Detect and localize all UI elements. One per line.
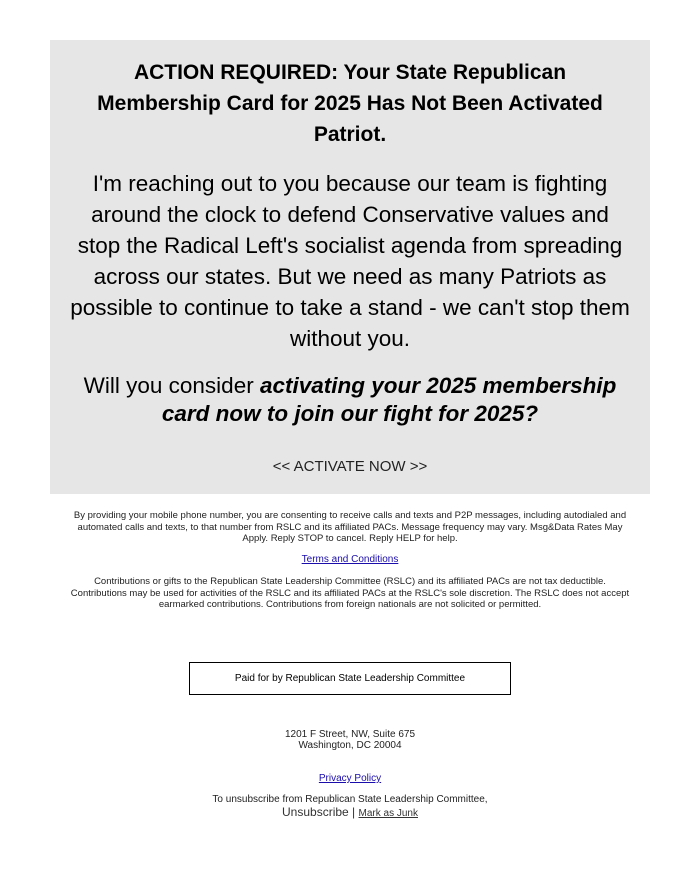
ask-plain: Will you consider bbox=[83, 373, 260, 398]
unsubscribe-link[interactable]: Unsubscribe bbox=[282, 805, 349, 819]
privacy-policy-link[interactable]: Privacy Policy bbox=[318, 773, 382, 784]
contributions-disclaimer: Contributions or gifts to the Republican State Leadership Committee (RSLC) and its affiliated PACs are not tax deductible. Contributions may be used for activities of the RSLC and its affiliated PACs at the RSLC's sole discretion. The RSLC does not accept earmarked contributions. Contributions from foreign nationals are not solicited or permitted. bbox=[70, 576, 630, 610]
hero-ask-text bbox=[62, 372, 638, 428]
sms-disclaimer: By providing your mobile phone number, you are consenting to receive calls and texts and P2P messages, including autodialed and automated calls and texts, to that number from RSLC and its affiliated PACs. Message frequency may vary. Msg&Data Rates May Apply. Reply STOP to cancel. Reply HELP for help. bbox=[73, 510, 627, 544]
ask-emphasis: activating your 2025 membership card now to join our fight for 2025? bbox=[161, 373, 617, 426]
mark-as-junk-link[interactable]: Mark as Junk bbox=[358, 808, 418, 819]
address-line-2: Washington, DC 20004 bbox=[298, 740, 402, 751]
paid-for-box: Paid for by Republican State Leadership Committee bbox=[189, 662, 511, 695]
unsubscribe-text: To unsubscribe from Republican State Leadership Committee, bbox=[212, 794, 488, 805]
hero-banner bbox=[50, 40, 650, 494]
terms-and-conditions-link[interactable]: Terms and Conditions bbox=[301, 554, 399, 565]
unsubscribe-row bbox=[0, 805, 700, 821]
separator: | bbox=[348, 805, 359, 819]
hero-body-text: I'm reaching out to you because our team is fighting around the clock to defend Conservative values and stop the Radical Left's socialist agenda from spreading across our states. But we need as many Patriots as possible to continue to take a stand - we can't stop them without you. bbox=[70, 171, 630, 351]
privacy-row bbox=[0, 773, 700, 785]
headline: ACTION REQUIRED: Your State Republican Membership Card for 2025 Has Not Been Activated Patriot. bbox=[97, 61, 603, 146]
terms-row bbox=[0, 554, 700, 566]
activate-now-link[interactable]: << ACTIVATE NOW >> bbox=[272, 458, 428, 475]
address-line-1: 1201 F Street, NW, Suite 675 bbox=[284, 729, 416, 740]
mailing-address bbox=[0, 729, 700, 751]
